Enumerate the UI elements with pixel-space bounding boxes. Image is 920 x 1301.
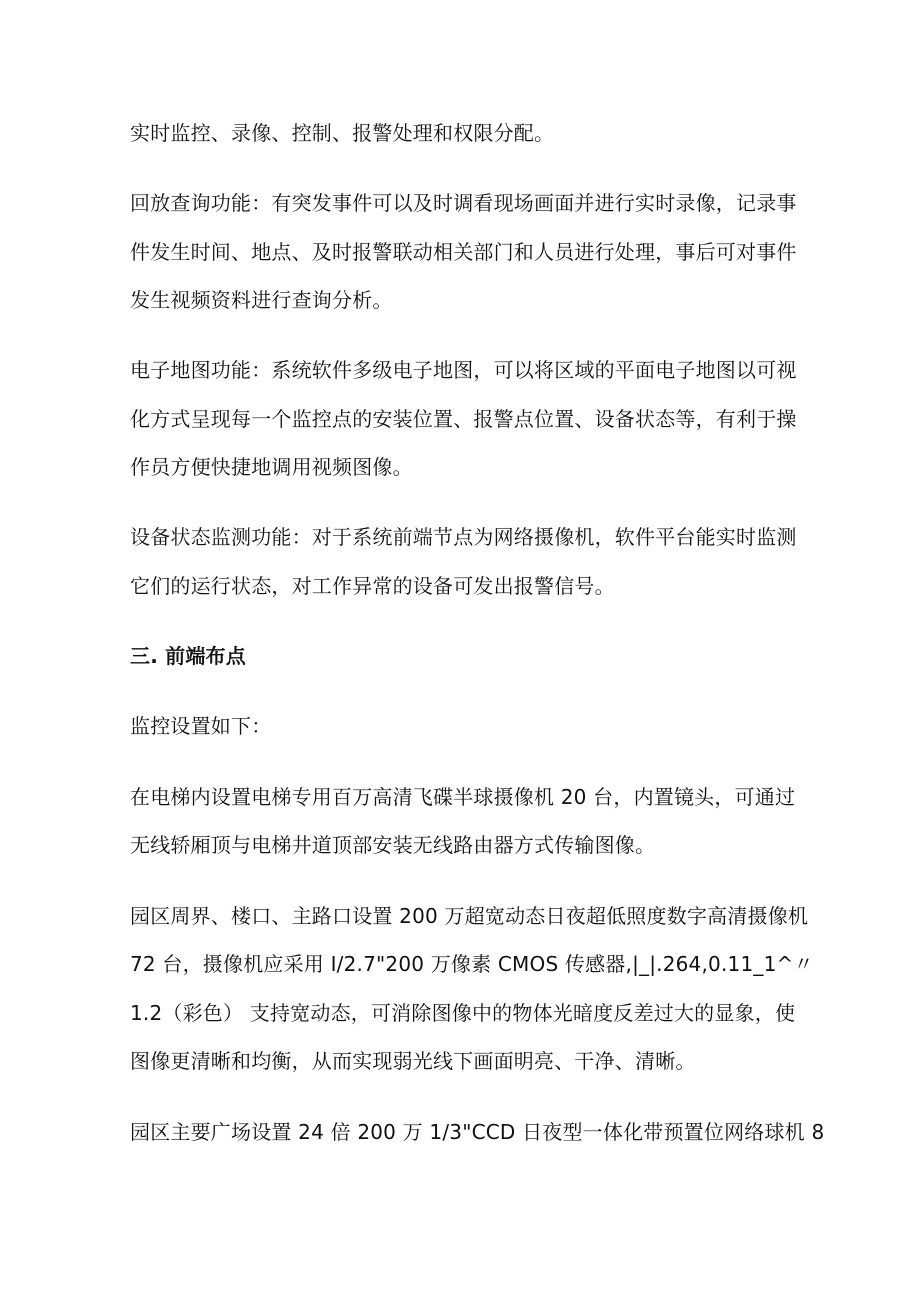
paragraph-line: 监控设置如下： xyxy=(130,714,272,738)
paragraph-line: 园区周界、楼口、主路口设置 200 万超宽动态日夜超低照度数字高清摄像机 xyxy=(130,904,809,928)
paragraph-line: 电子地图功能：系统软件多级电子地图，可以将区域的平面电子地图以可视 xyxy=(130,358,797,382)
paragraph-line: 设备状态监测功能：对于系统前端节点为网络摄像机，软件平台能实时监测 xyxy=(130,525,797,549)
paragraph-line: 1.2（彩色） 支持宽动态，可消除图像中的物体光暗度反差过大的显象，使 xyxy=(130,1001,796,1025)
paragraph-line: 无线轿厢顶与电梯井道顶部安装无线路由器方式传输图像。 xyxy=(130,833,656,857)
section-heading: 三. 前端布点 xyxy=(130,644,246,668)
paragraph-line: 作员方便快捷地调用视频图像。 xyxy=(130,455,413,479)
paragraph-line: 件发生时间、地点、及时报警联动相关部门和人员进行处理，事后可对事件 xyxy=(130,240,797,264)
paragraph-line: 在电梯内设置电梯专用百万高清飞碟半球摄像机 20 台，内置镜头，可通过 xyxy=(130,785,796,809)
paragraph-line: 化方式呈现每一个监控点的安装位置、报警点位置、设备状态等，有利于操 xyxy=(130,407,797,431)
paragraph-line: 回放查询功能：有突发事件可以及时调看现场画面并进行实时录像，记录事 xyxy=(130,191,797,215)
paragraph-line: 72 台，摄像机应采用 I/2.7"200 万像素 CMOS 传感器,|_|.264,0.11_1^〃 xyxy=(130,952,814,976)
paragraph-line: 实时监控、录像、控制、报警处理和权限分配。 xyxy=(130,121,555,145)
paragraph-line: 发生视频资料进行查询分析。 xyxy=(130,288,393,312)
paragraph-line: 园区主要广场设置 24 倍 200 万 1/3"CCD 日夜型一体化带预置位网络球机 8 xyxy=(130,1120,825,1144)
paragraph-line: 图像更清晰和均衡，从而实现弱光线下画面明亮、干净、清晰。 xyxy=(130,1049,696,1073)
paragraph-line: 它们的运行状态，对工作异常的设备可发出报警信号。 xyxy=(130,574,615,598)
